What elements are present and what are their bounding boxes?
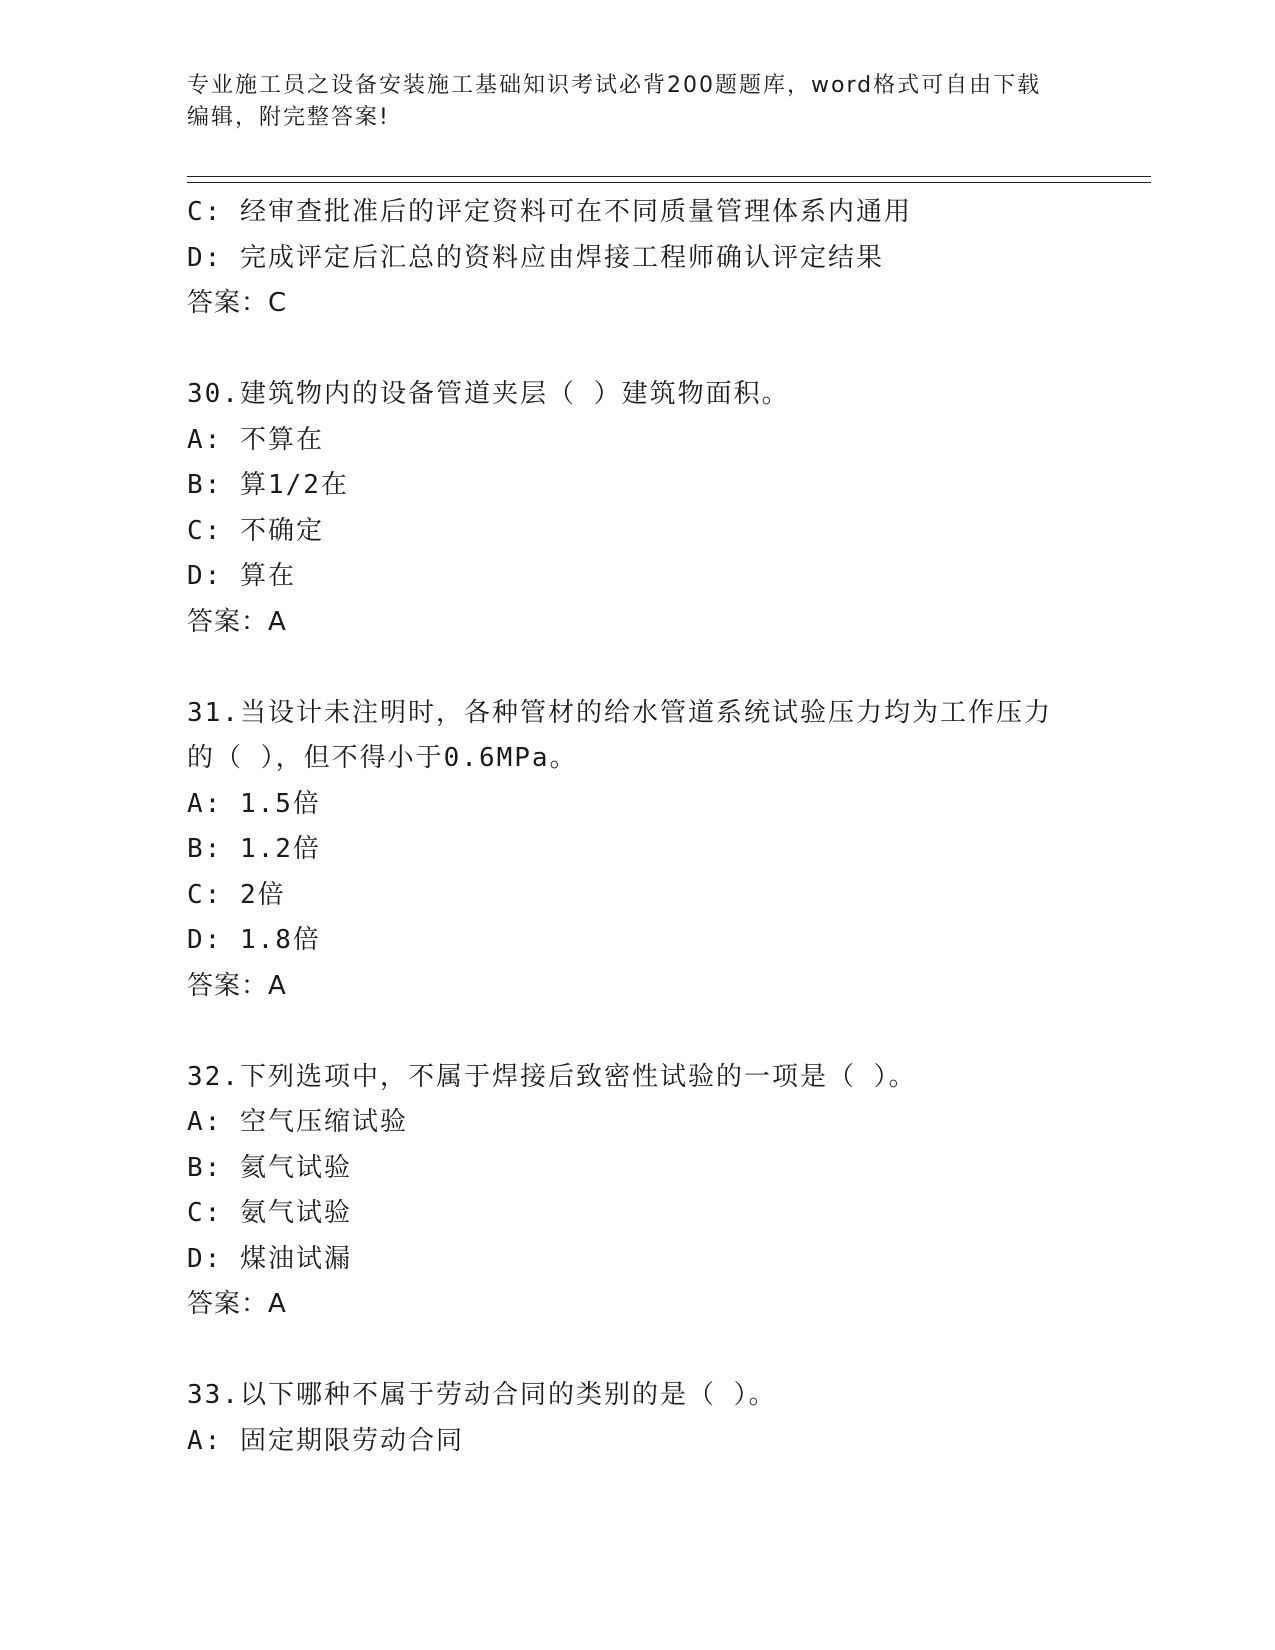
question-stem: 32.下列选项中，不属于焊接后致密性试验的一项是（ ）。 [187,1061,917,1092]
header-title-line-2: 编辑，附完整答案! [187,105,390,130]
answer-line: 答案：A [187,970,287,1001]
option-c: C: 氨气试验 [187,1198,352,1228]
answer-line: 答案：A [187,1289,287,1319]
option-b: B: 1.2倍 [187,834,321,864]
option-a: A: 固定期限劳动合同 [187,1425,464,1456]
header-title-line-1: 专业施工员之设备安装施工基础知识考试必背200题题库，word格式可自由下载 [187,73,1042,98]
spacer [187,1009,1147,1055]
option-d: D: 完成评定后汇总的资料应由焊接工程师确认评定结果 [187,242,884,273]
option-d: D: 算在 [187,561,296,591]
question-block-prev [187,190,1147,327]
option-b: B: 氦气试验 [187,1152,352,1183]
option-b: B: 算1/2在 [187,470,349,500]
question-block-33 [187,1373,1147,1464]
header-divider-top [187,176,1151,177]
answer-line: 答案：C [187,288,288,318]
option-c: C: 不确定 [187,515,324,546]
document-header [187,70,1087,134]
question-stem: 33.以下哪种不属于劳动合同的类别的是（ ）。 [187,1380,777,1410]
question-content [187,190,1147,1464]
question-block-31 [187,691,1147,1010]
question-stem: 30.建筑物内的设备管道夹层（ ）建筑物面积。 [187,379,790,409]
option-c: C: 经审查批准后的评定资料可在不同质量管理体系内通用 [187,197,912,227]
option-a: A: 1.5倍 [187,788,321,819]
answer-line: 答案：A [187,606,287,637]
option-c: C: 2倍 [187,879,286,910]
header-divider-bottom [187,182,1151,183]
question-block-30 [187,372,1147,645]
option-a: A: 空气压缩试验 [187,1107,408,1137]
spacer [187,327,1147,373]
option-a: A: 不算在 [187,424,324,455]
question-stem: 31.当设计未注明时，各种管材的给水管道系统试验压力均为工作压力的（ ），但不得小于0.6MPa。 [187,697,1052,773]
spacer [187,645,1147,691]
option-d: D: 1.8倍 [187,925,321,955]
spacer [187,1328,1147,1374]
option-d: D: 煤油试漏 [187,1243,352,1274]
question-block-32 [187,1055,1147,1328]
